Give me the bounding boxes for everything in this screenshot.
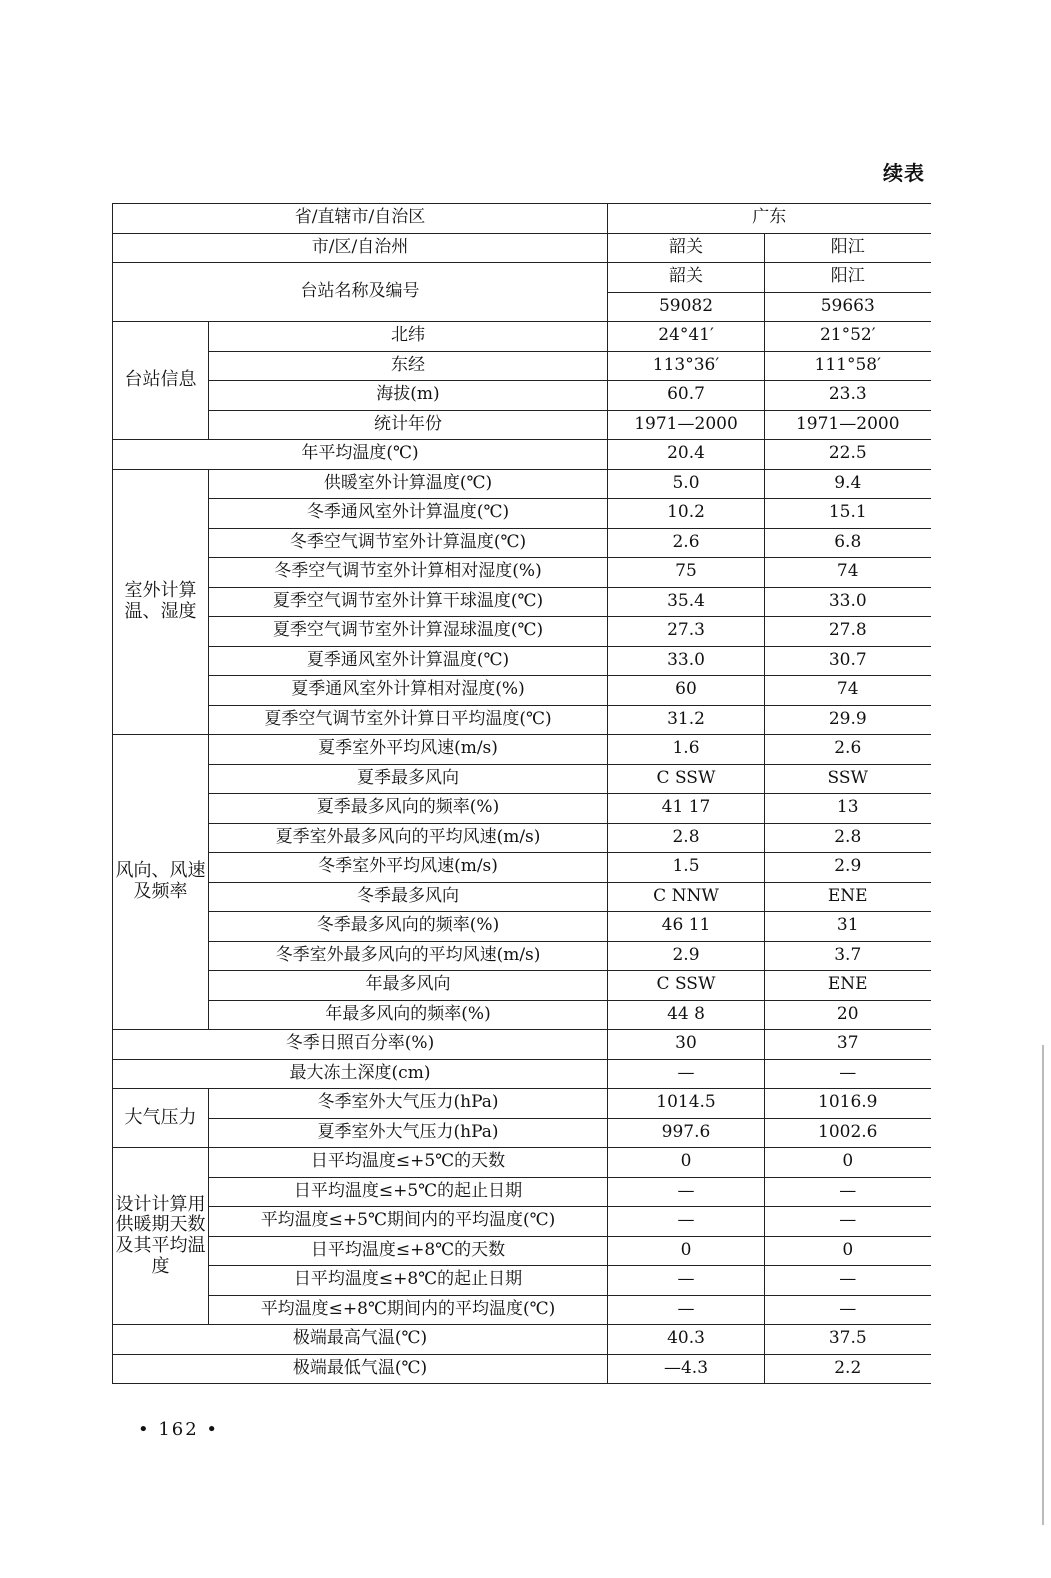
row-label: 市/区/自治州: [113, 233, 608, 263]
table-row: [113, 499, 931, 529]
row-label: 冬季通风室外计算温度(℃): [209, 499, 608, 529]
cell-value: 15.1: [765, 499, 931, 529]
table-row: [113, 351, 931, 381]
table-row: [113, 941, 931, 971]
cell-value: SSW: [765, 764, 931, 794]
table-row: [113, 1000, 931, 1030]
cell-value: —: [765, 1295, 931, 1325]
cell-value: 27.8: [765, 617, 931, 647]
row-label: 夏季最多风向的频率(%): [209, 794, 608, 824]
cell-value: 13: [765, 794, 931, 824]
cell-value: 0: [765, 1236, 931, 1266]
climate-table: [112, 203, 931, 1384]
table-row: [113, 1089, 931, 1119]
row-label: 冬季最多风向的频率(%): [209, 912, 608, 942]
cell-value: —: [608, 1266, 765, 1296]
cell-value: 韶关: [608, 263, 765, 293]
cell-value: 31: [765, 912, 931, 942]
table-row: [113, 853, 931, 883]
cell-value: —: [765, 1177, 931, 1207]
row-label: 夏季通风室外计算温度(℃): [209, 646, 608, 676]
cell-value: —: [608, 1207, 765, 1237]
cell-value: —: [608, 1059, 765, 1089]
page-edge-line: [1042, 1045, 1044, 1525]
cell-value: 韶关: [608, 233, 765, 263]
table-row: [113, 676, 931, 706]
cell-value: 111°58′: [765, 351, 931, 381]
table-row: [113, 1207, 931, 1237]
cell-value: 33.0: [608, 646, 765, 676]
group-label: 大气压力: [113, 1089, 209, 1148]
row-label: 日平均温度≤+5℃的起止日期: [209, 1177, 608, 1207]
row-label: 北纬: [209, 322, 608, 352]
cell-value: 0: [608, 1148, 765, 1178]
row-label: 统计年份: [209, 410, 608, 440]
cell-value: —: [765, 1207, 931, 1237]
row-label: 日平均温度≤+5℃的天数: [209, 1148, 608, 1178]
cell-value: 113°36′: [608, 351, 765, 381]
cell-value: 6.8: [765, 528, 931, 558]
row-label: 供暖室外计算温度(℃): [209, 469, 608, 499]
cell-value: 3.7: [765, 941, 931, 971]
row-label: 冬季室外大气压力(hPa): [209, 1089, 608, 1119]
table-row: [113, 1325, 931, 1355]
group-label: 台站信息: [113, 322, 209, 440]
group-label: 室外计算温、湿度: [113, 469, 209, 735]
table-row: [113, 469, 931, 499]
cell-value: 2.2: [765, 1354, 931, 1384]
table-row: [113, 705, 931, 735]
row-label: 最大冻土深度(cm): [113, 1059, 608, 1089]
cell-value: 21°52′: [765, 322, 931, 352]
province-cell: 广东: [608, 204, 931, 234]
table-row: [113, 1295, 931, 1325]
cell-value: 24°41′: [608, 322, 765, 352]
cell-value: 74: [765, 676, 931, 706]
row-label: 东经: [209, 351, 608, 381]
row-label: 冬季空气调节室外计算相对湿度(%): [209, 558, 608, 588]
table-row: [113, 1354, 931, 1384]
cell-value: 74: [765, 558, 931, 588]
group-label: 风向、风速及频率: [113, 735, 209, 1030]
cell-value: 1016.9: [765, 1089, 931, 1119]
cell-value: 1002.6: [765, 1118, 931, 1148]
cell-value: 2.8: [765, 823, 931, 853]
cell-value: 0: [608, 1236, 765, 1266]
row-label: 夏季室外大气压力(hPa): [209, 1118, 608, 1148]
table-row: [113, 1030, 931, 1060]
table-row: [113, 1177, 931, 1207]
cell-value: 41 17: [608, 794, 765, 824]
row-label: 冬季室外最多风向的平均风速(m/s): [209, 941, 608, 971]
continued-label: 续表: [883, 161, 925, 185]
table-row: [113, 882, 931, 912]
cell-value: —: [608, 1295, 765, 1325]
cell-value: 9.4: [765, 469, 931, 499]
row-label: 冬季日照百分率(%): [113, 1030, 608, 1060]
cell-value: 60: [608, 676, 765, 706]
cell-value: 37: [765, 1030, 931, 1060]
cell-value: 2.9: [608, 941, 765, 971]
cell-value: C SSW: [608, 971, 765, 1001]
row-label: 极端最低气温(℃): [113, 1354, 608, 1384]
cell-value: 40.3: [608, 1325, 765, 1355]
cell-value: 1971—2000: [765, 410, 931, 440]
cell-value: 30.7: [765, 646, 931, 676]
cell-value: 10.2: [608, 499, 765, 529]
cell-value: 1971—2000: [608, 410, 765, 440]
row-label: 年最多风向: [209, 971, 608, 1001]
cell-value: C SSW: [608, 764, 765, 794]
table-row: [113, 1266, 931, 1296]
table-row: [113, 263, 931, 293]
row-label: 夏季空气调节室外计算湿球温度(℃): [209, 617, 608, 647]
table-row: [113, 912, 931, 942]
cell-value: 阳江: [765, 263, 931, 293]
cell-value: 22.5: [765, 440, 931, 470]
cell-value: 44 8: [608, 1000, 765, 1030]
cell-value: 20: [765, 1000, 931, 1030]
cell-value: 20.4: [608, 440, 765, 470]
row-label: 夏季室外平均风速(m/s): [209, 735, 608, 765]
table-row: [113, 735, 931, 765]
cell-value: —: [608, 1177, 765, 1207]
table-row: [113, 823, 931, 853]
row-label: 年平均温度(℃): [113, 440, 608, 470]
cell-value: ENE: [765, 882, 931, 912]
cell-value: 31.2: [608, 705, 765, 735]
cell-value: 2.8: [608, 823, 765, 853]
cell-value: 59082: [608, 292, 765, 322]
table-row: [113, 204, 931, 234]
table-row: [113, 764, 931, 794]
cell-value: —: [765, 1266, 931, 1296]
cell-value: C NNW: [608, 882, 765, 912]
cell-value: 60.7: [608, 381, 765, 411]
table-row: [113, 440, 931, 470]
cell-value: 2.6: [608, 528, 765, 558]
cell-value: 33.0: [765, 587, 931, 617]
cell-value: 46 11: [608, 912, 765, 942]
table-row: [113, 528, 931, 558]
row-label: 日平均温度≤+8℃的起止日期: [209, 1266, 608, 1296]
row-label: 夏季通风室外计算相对湿度(%): [209, 676, 608, 706]
cell-value: 59663: [765, 292, 931, 322]
row-label: 冬季室外平均风速(m/s): [209, 853, 608, 883]
row-label: 平均温度≤+5℃期间内的平均温度(℃): [209, 1207, 608, 1237]
row-label: 夏季最多风向: [209, 764, 608, 794]
table-row: [113, 558, 931, 588]
cell-value: 30: [608, 1030, 765, 1060]
cell-value: 5.0: [608, 469, 765, 499]
cell-value: 23.3: [765, 381, 931, 411]
table-row: [113, 794, 931, 824]
row-label: 冬季最多风向: [209, 882, 608, 912]
table-row: [113, 587, 931, 617]
cell-value: 29.9: [765, 705, 931, 735]
cell-value: —: [765, 1059, 931, 1089]
cell-value: 35.4: [608, 587, 765, 617]
table-row: [113, 1059, 931, 1089]
cell-value: 2.9: [765, 853, 931, 883]
row-label: 冬季空气调节室外计算温度(℃): [209, 528, 608, 558]
table-row: [113, 1148, 931, 1178]
cell-value: 2.6: [765, 735, 931, 765]
table-row: [113, 971, 931, 1001]
page-number: • 162 •: [138, 1419, 220, 1440]
cell-value: 27.3: [608, 617, 765, 647]
cell-value: 37.5: [765, 1325, 931, 1355]
row-label: 极端最高气温(℃): [113, 1325, 608, 1355]
table-row: [113, 1236, 931, 1266]
cell-value: 0: [765, 1148, 931, 1178]
row-label: 年最多风向的频率(%): [209, 1000, 608, 1030]
cell-value: 1014.5: [608, 1089, 765, 1119]
cell-value: 75: [608, 558, 765, 588]
row-label: 省/直辖市/自治区: [113, 204, 608, 234]
cell-value: —4.3: [608, 1354, 765, 1384]
table-row: [113, 1118, 931, 1148]
cell-value: 1.5: [608, 853, 765, 883]
table-row: [113, 646, 931, 676]
table-row: [113, 617, 931, 647]
table-row: [113, 381, 931, 411]
cell-value: 997.6: [608, 1118, 765, 1148]
table-row: [113, 322, 931, 352]
row-label: 夏季空气调节室外计算日平均温度(℃): [209, 705, 608, 735]
row-label: 日平均温度≤+8℃的天数: [209, 1236, 608, 1266]
row-label: 台站名称及编号: [113, 263, 608, 322]
row-label: 夏季空气调节室外计算干球温度(℃): [209, 587, 608, 617]
table-row: [113, 410, 931, 440]
row-label: 夏季室外最多风向的平均风速(m/s): [209, 823, 608, 853]
table-row: [113, 233, 931, 263]
row-label: 平均温度≤+8℃期间内的平均温度(℃): [209, 1295, 608, 1325]
row-label: 海拔(m): [209, 381, 608, 411]
cell-value: 1.6: [608, 735, 765, 765]
group-label: 设计计算用供暖期天数及其平均温度: [113, 1148, 209, 1325]
cell-value: ENE: [765, 971, 931, 1001]
cell-value: 阳江: [765, 233, 931, 263]
